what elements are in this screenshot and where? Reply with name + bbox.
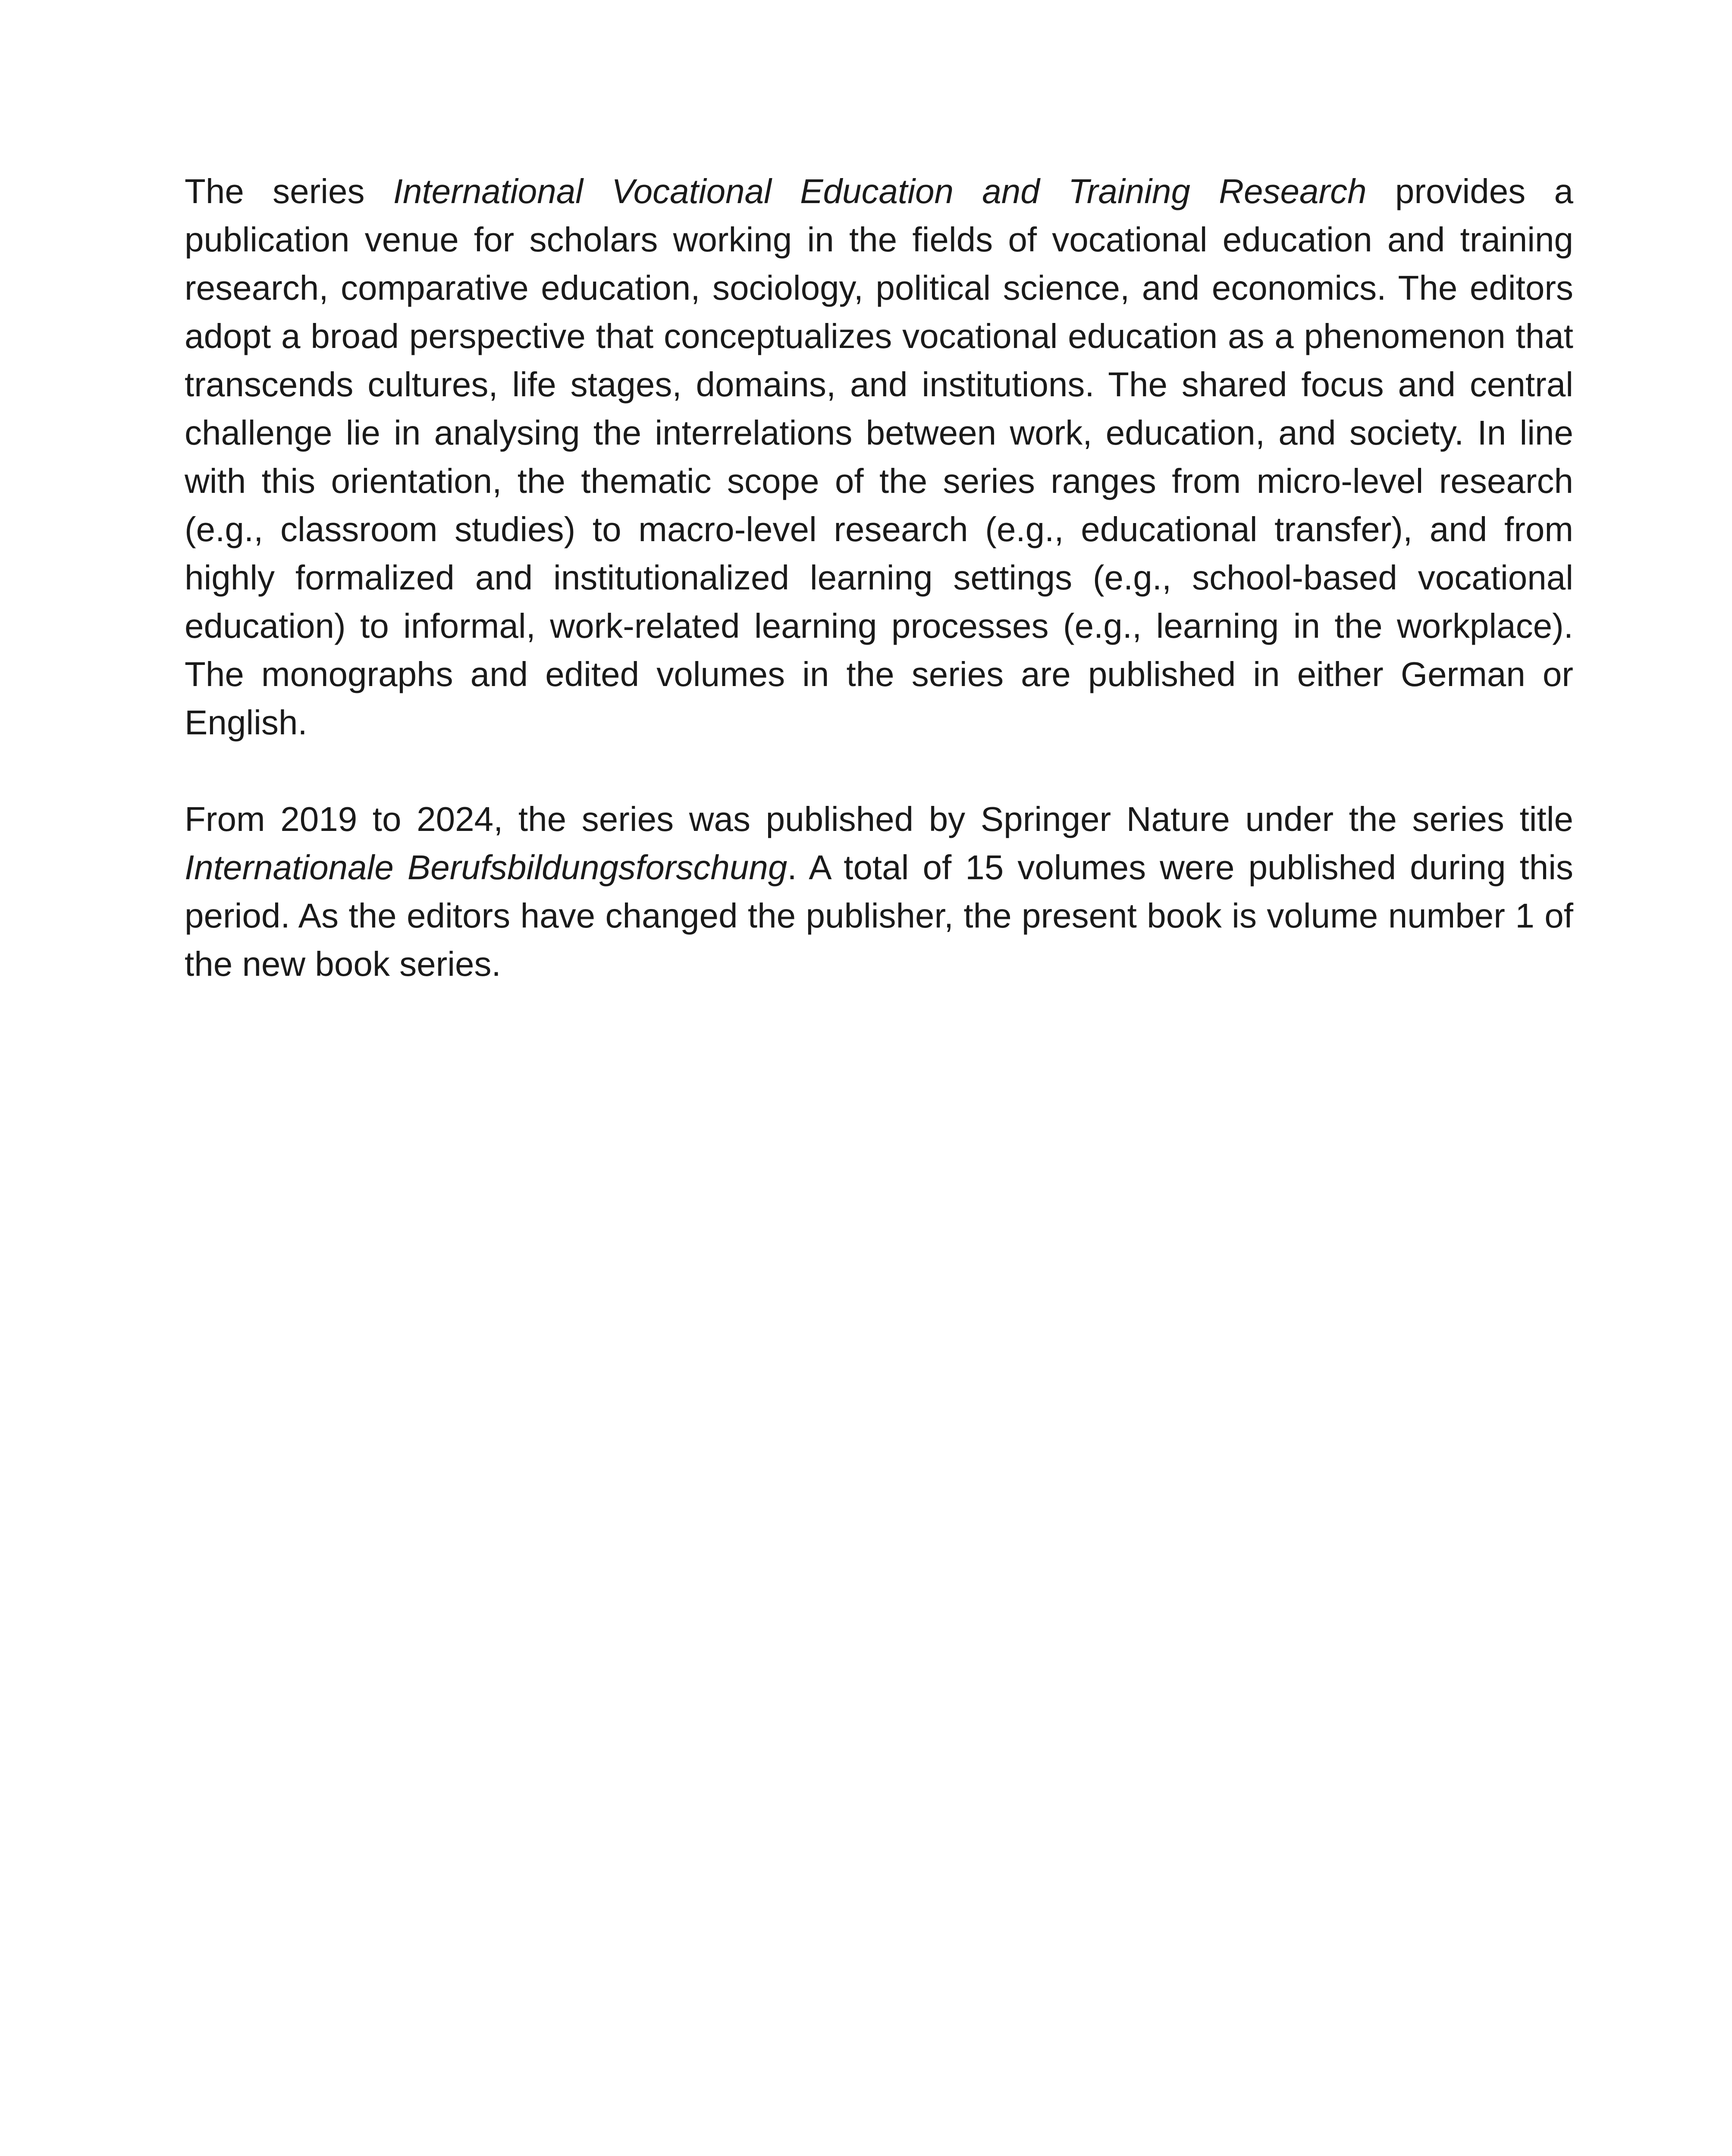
paragraph-text: . A total of 15 volumes were published during this period. As the editors have changed the publisher, the present book is volume number 1 of the new book series. xyxy=(185,848,1574,983)
paragraph-series-description xyxy=(185,167,1573,747)
paragraph-text: The series xyxy=(185,172,393,210)
former-series-title: Internationale Berufsbildungsforschung xyxy=(185,848,788,887)
paragraph-text: provides a publication venue for scholars working in the fields of vocational education and training research, comparative education, sociology, political science, and economics. The editors adopt a broad perspective that conceptualizes vocational education as a phenomenon that transcends cultures, life stages, domains, and institutions. The shared focus and central challenge lie in analysing the interrelations between work, education, and society. In line with this orientation, the thematic scope of the series ranges from micro-level research (e.g., classroom studies) to macro-level research (e.g., educational transfer), and from highly formalized and institutionalized learning settings (e.g., school-based vocational education) to informal, work-related learning processes (e.g., learning in the workplace). The monographs and edited volumes in the series are published in either German or English. xyxy=(185,172,1573,742)
body-text xyxy=(185,167,1573,1037)
series-title: International Vocational Education and Training Research xyxy=(393,172,1367,210)
paragraph-text: From 2019 to 2024, the series was published by Springer Nature under the series title xyxy=(185,800,1573,838)
paragraph-publication-history xyxy=(185,795,1573,988)
